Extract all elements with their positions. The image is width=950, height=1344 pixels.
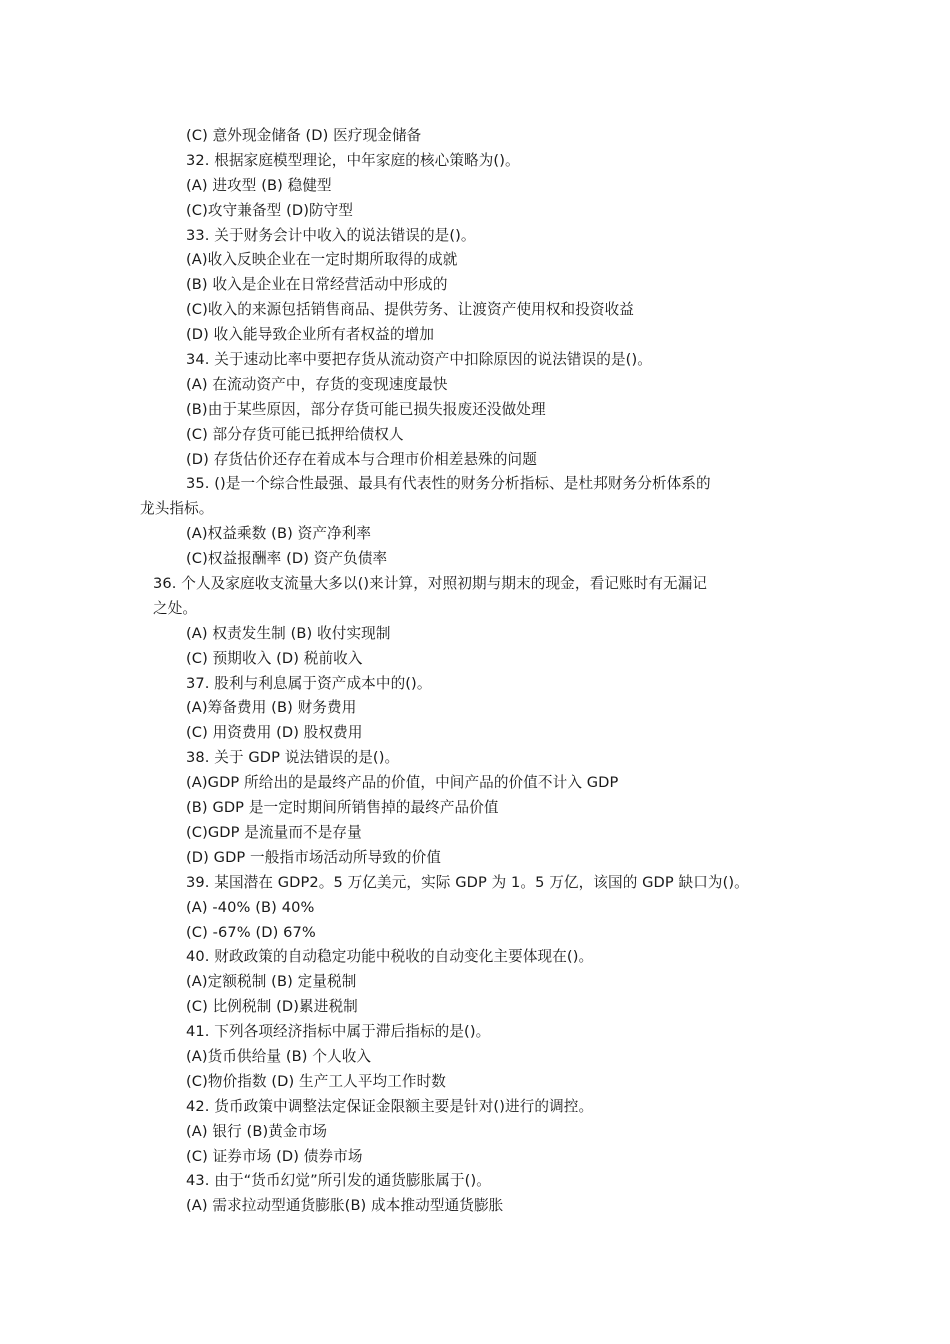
text-line: 42. 货币政策中调整法定保证金限额主要是针对()进行的调控。 <box>186 1097 594 1115</box>
text-line: (A) 进攻型 (B) 稳健型 <box>186 176 332 194</box>
text-line: (C) 证券市场 (D) 债券市场 <box>186 1147 363 1165</box>
text-line: (C)收入的来源包括销售商品、提供劳务、让渡资产使用权和投资收益 <box>186 301 634 319</box>
text-line: (C) 预期收入 (D) 税前收入 <box>186 649 363 667</box>
text-line: (A) 权责发生制 (B) 收付实现制 <box>186 624 391 642</box>
document-page <box>0 124 950 1219</box>
text-line: (A)GDP 所给出的是最终产品的价值，中间产品的价值不计入 GDP <box>186 774 619 792</box>
text-line: (A)权益乘数 (B) 资产净利率 <box>186 525 372 543</box>
text-line: 33. 关于财务会计中收入的说法错误的是()。 <box>186 226 476 244</box>
text-line: (C) 比例税制 (D)累进税制 <box>186 998 358 1016</box>
text-line: (C)攻守兼备型 (D)防守型 <box>186 201 354 219</box>
text-line: 之处。 <box>153 599 198 617</box>
text-line: 32. 根据家庭模型理论，中年家庭的核心策略为()。 <box>186 151 520 169</box>
text-line: (D) 存货估价还存在着成本与合理市价相差悬殊的问题 <box>186 450 537 468</box>
text-line: (A)货币供给量 (B) 个人收入 <box>186 1047 372 1065</box>
text-line: (D) GDP 一般指市场活动所导致的价值 <box>186 848 442 866</box>
text-line: (B) GDP 是一定时期间所销售掉的最终产品价值 <box>186 799 499 817</box>
text-line: 37. 股利与利息属于资产成本中的()。 <box>186 674 432 692</box>
text-line: 36. 个人及家庭收支流量大多以()来计算，对照初期与期末的现金，看记账时有无漏记 <box>153 575 708 593</box>
text-line: (C) -67% (D) 67% <box>186 923 316 941</box>
text-line: (A) 在流动资产中，存货的变现速度最快 <box>186 375 448 393</box>
text-line: 34. 关于速动比率中要把存货从流动资产中扣除原因的说法错误的是()。 <box>186 351 652 369</box>
text-line: 龙头指标。 <box>140 500 214 518</box>
text-line: (A) 需求拉动型通货膨胀(B) 成本推动型通货膨胀 <box>186 1197 504 1215</box>
text-line: (A)筹备费用 (B) 财务费用 <box>186 699 357 717</box>
text-line: (C)GDP 是流量而不是存量 <box>186 823 362 841</box>
text-line: 39. 某国潜在 GDP2。5 万亿美元，实际 GDP 为 1。5 万亿，该国的 GDP 缺口为()。 <box>186 873 749 891</box>
text-line: (B)由于某些原因，部分存货可能已损失报废还没做处理 <box>186 400 546 418</box>
text-line: (D) 收入能导致企业所有者权益的增加 <box>186 326 435 344</box>
text-line: (A) 银行 (B)黄金市场 <box>186 1122 328 1140</box>
text-line: (A)定额税制 (B) 定量税制 <box>186 973 357 991</box>
text-line: (B) 收入是企业在日常经营活动中形成的 <box>186 276 448 294</box>
text-line: (A)收入反映企业在一定时期所取得的成就 <box>186 251 458 269</box>
text-line: (C) 意外现金储备 (D) 医疗现金储备 <box>186 127 422 144</box>
text-line: 38. 关于 GDP 说法错误的是()。 <box>186 749 400 767</box>
text-line: 35. ()是一个综合性最强、最具有代表性的财务分析指标、是杜邦财务分析体系的 <box>186 475 711 493</box>
text-line: (A) -40% (B) 40% <box>186 898 315 916</box>
text-line: (C) 部分存货可能已抵押给债权人 <box>186 425 404 443</box>
text-line: 40. 财政政策的自动稳定功能中税收的自动变化主要体现在()。 <box>186 948 594 966</box>
text-line: (C)权益报酬率 (D) 资产负债率 <box>186 550 388 568</box>
text-line: (C) 用资费用 (D) 股权费用 <box>186 724 363 742</box>
text-line: 43. 由于“货币幻觉”所引发的通货膨胀属于()。 <box>186 1172 491 1190</box>
text-line: 41. 下列各项经济指标中属于滞后指标的是()。 <box>186 1023 491 1041</box>
text-line: (C)物价指数 (D) 生产工人平均工作时数 <box>186 1072 446 1090</box>
